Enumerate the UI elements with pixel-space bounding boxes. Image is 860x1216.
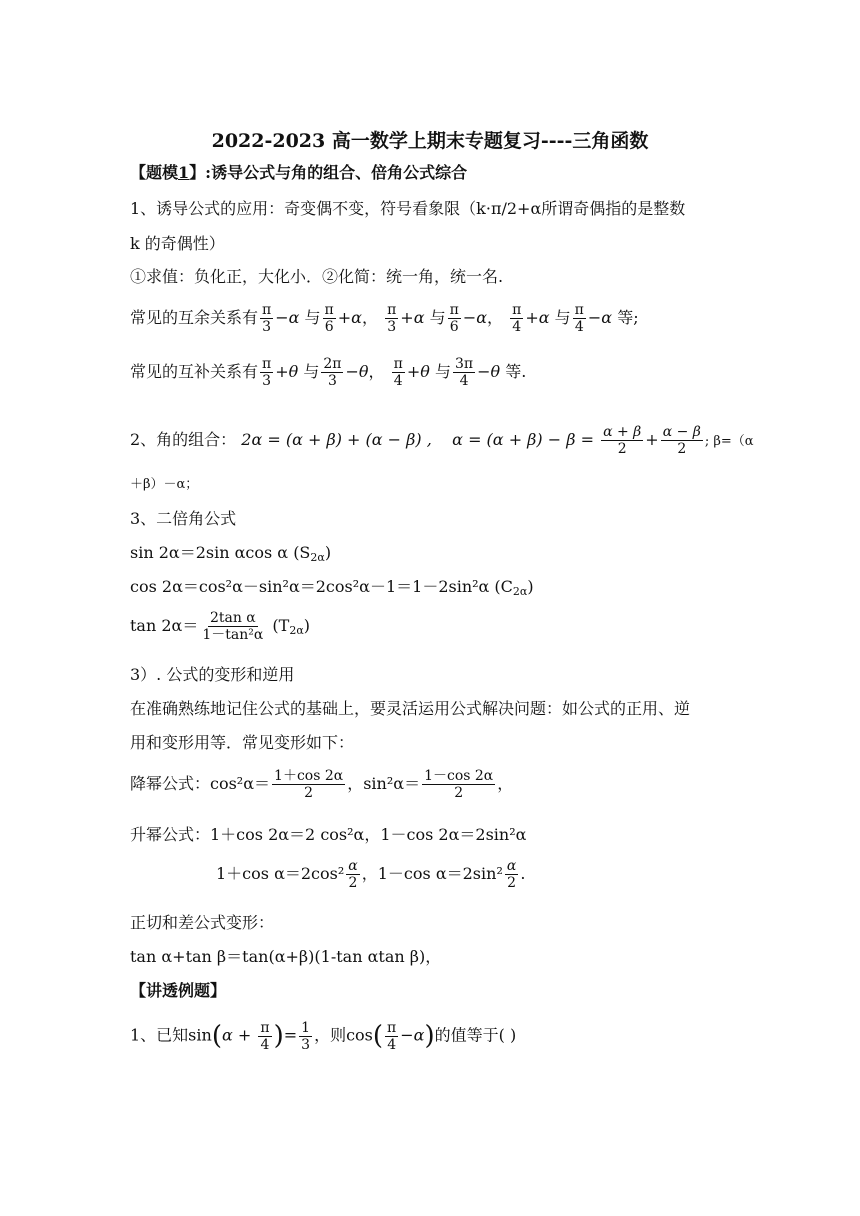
power-raising-formula: 升幂公式：1＋cos 2α＝2 cos²α，1－cos 2α＝2sin²α <box>130 825 527 844</box>
induction-rule-line1: 1、诱导公式的应用：奇变偶不变，符号看象限（k·π/2+α所谓奇偶指的是整数 <box>130 199 686 218</box>
tan-sum-formula: tan α+tan β＝tan(α+β)(1-tan αtan β)， <box>130 947 442 966</box>
formula-variation-heading: 3）. 公式的变形和逆用 <box>130 665 295 684</box>
power-raising-half-angle: 1＋cos α＝2cos² $\frac{\alpha}{2}$ ，1－cos α＝2sin² $\frac{\alpha}{2}$ . <box>216 858 526 892</box>
angle-combination: 2、角的组合： 2α = (α + β) + (α − β) , α = (α + β) − β = $\frac{\alpha + \beta}{2}$ + $\frac{\alpha - \beta}{2}$ ; β=（α <box>130 424 754 458</box>
topic-heading: 【题模1】:诱导公式与角的组合、倍角公式综合 <box>130 163 468 182</box>
angle-combination-cont: ＋β）－α； <box>130 477 199 492</box>
formula-variation-p2: 用和变形用等．常见变形如下： <box>130 733 355 752</box>
induction-rule-line3: ①求值：负化正，大化小．②化简：统一角，统一名. <box>130 267 504 286</box>
power-reduction-formula: 降幂公式：cos²α＝ $\frac{1+\cos 2\alpha}{2}$ ，sin²α＝ $\frac{1-\cos 2\alpha}{2}$ ， <box>130 768 514 802</box>
tan-double-angle: tan 2α＝ $\frac{\text{2tan α}}{\text{1－tan²α}}$ $(T_{2\alpha})$ <box>130 610 311 644</box>
supplementary-relations: 常见的互补关系有 $\frac{\pi}{3}$ +θ 与 $\frac{2\pi}{3}$ −θ， $\frac{\pi}{4}$ +θ 与 $\frac{3\pi}{4}$ −θ 等. <box>130 356 527 390</box>
example-question-1: 1、已知sin(α + $\frac{\pi}{4}$ )= $\frac{1}{3}$ ，则cos( $\frac{\pi}{4}$ −α)的值等于( ) <box>130 1019 517 1053</box>
page-title: 2022-2023 高一数学上期末专题复习----三角函数 <box>211 130 649 152</box>
tan-sum-label: 正切和差公式变形： <box>130 913 275 932</box>
double-angle-heading: 3、二倍角公式 <box>130 509 237 528</box>
complementary-relations: 常见的互余关系有 $\frac{\pi}{3}$ −α 与 $\frac{\pi}{6}$ +α， $\frac{\pi}{3}$ +α 与 $\frac{\pi}{6}$ −α， $\frac{\pi}{4}$ +α 与 $\frac{\pi}{4}$ −α 等; <box>130 302 639 336</box>
formula-variation-p1: 在准确熟练地记住公式的基础上，要灵活运用公式解决问题：如公式的正用、逆 <box>130 699 691 718</box>
sin-double-angle: sin 2α＝2sin αcos α $(S_{2\alpha})$ <box>130 543 332 564</box>
cos-double-angle: cos 2α＝cos²α－sin²α＝2cos²α－1＝1－2sin²α $(C_{2\alpha})$ <box>130 577 534 598</box>
examples-heading: 【讲透例题】 <box>130 981 227 1000</box>
induction-rule-line2: k 的奇偶性） <box>130 234 225 253</box>
